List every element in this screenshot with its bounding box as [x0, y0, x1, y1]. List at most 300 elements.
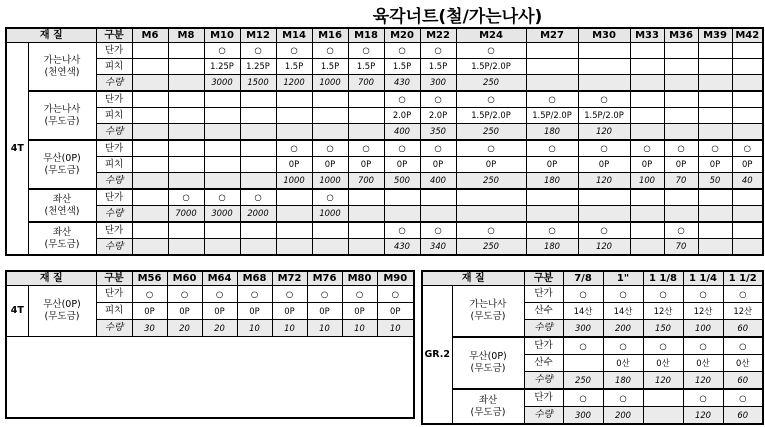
value-pitch [630, 59, 664, 75]
value-pitch [630, 108, 664, 124]
value-price [732, 189, 763, 206]
value-pitch [132, 59, 168, 75]
value-qty [664, 124, 698, 141]
value-price: ○ [168, 189, 204, 206]
value-qty [168, 124, 204, 141]
value-threads: 12산 [723, 303, 763, 320]
value-qty [240, 239, 276, 256]
value-qty [732, 124, 763, 141]
header-size: M72 [272, 271, 307, 286]
value-qty [240, 124, 276, 141]
value-price: ○ [526, 140, 578, 157]
value-price: ○ [630, 140, 664, 157]
value-qty: 20 [202, 320, 237, 337]
value-price [698, 43, 732, 59]
value-qty: 200 [603, 320, 643, 338]
table-row [6, 157, 763, 173]
row-label-qty: 수량 [524, 320, 563, 338]
table-row [6, 206, 763, 223]
value-qty: 1000 [312, 173, 348, 190]
value-price: ○ [643, 286, 683, 303]
value-price: ○ [384, 43, 420, 59]
table-row [6, 222, 763, 239]
value-qty [456, 206, 526, 223]
value-pitch: 0P [526, 157, 578, 173]
grade-label: 4T [6, 43, 28, 256]
header-size: M90 [377, 271, 414, 286]
row-label-price: 단가 [96, 286, 132, 303]
material-name-line: (천연색) [44, 205, 80, 217]
value-pitch [168, 157, 204, 173]
value-price [168, 91, 204, 108]
header-size: 1 1/4 [683, 271, 723, 286]
row-label-qty: 수량 [96, 124, 132, 141]
value-pitch [204, 108, 240, 124]
value-qty: 1200 [276, 75, 312, 92]
value-pitch: 0P [237, 303, 272, 320]
value-price [240, 91, 276, 108]
nut-spec-table-main [5, 27, 764, 256]
value-price: ○ [167, 286, 202, 303]
value-price: ○ [578, 140, 630, 157]
material-name [452, 337, 524, 389]
value-price: ○ [132, 286, 167, 303]
value-qty [168, 173, 204, 190]
value-pitch [578, 59, 630, 75]
header-size: M80 [342, 271, 377, 286]
value-qty: 180 [526, 124, 578, 141]
value-qty: 700 [348, 75, 384, 92]
value-threads: 0산 [643, 355, 683, 372]
value-pitch [526, 59, 578, 75]
value-threads [563, 355, 603, 372]
value-qty [526, 206, 578, 223]
value-price: ○ [204, 43, 240, 59]
row-label-pitch: 피치 [96, 303, 132, 320]
header-kind: 구분 [96, 271, 132, 286]
material-name [28, 189, 96, 222]
value-qty: 500 [384, 173, 420, 190]
header-size: M56 [132, 271, 167, 286]
value-price [132, 189, 168, 206]
material-name-line: (무도금) [44, 311, 80, 322]
value-qty: 70 [664, 239, 698, 256]
header-size: M68 [237, 271, 272, 286]
row-label-pitch: 피치 [96, 108, 132, 124]
value-qty: 60 [723, 407, 763, 425]
value-price: ○ [272, 286, 307, 303]
table-row [422, 389, 763, 407]
value-threads: 0산 [683, 355, 723, 372]
header-kind: 구분 [96, 28, 132, 43]
header-size: M30 [578, 28, 630, 43]
value-price: ○ [384, 91, 420, 108]
value-pitch [132, 108, 168, 124]
value-qty [630, 124, 664, 141]
value-price [348, 189, 384, 206]
value-price [132, 222, 168, 239]
value-qty [312, 239, 348, 256]
value-pitch [664, 59, 698, 75]
value-price [420, 189, 456, 206]
value-price [312, 91, 348, 108]
value-qty [664, 75, 698, 92]
value-price: ○ [420, 222, 456, 239]
header-size: M6 [132, 28, 168, 43]
material-name-line: (무도금) [44, 164, 80, 176]
header-size: M64 [202, 271, 237, 286]
value-qty: 70 [664, 173, 698, 190]
value-price [312, 222, 348, 239]
row-label-price: 단가 [524, 337, 563, 355]
value-price [698, 189, 732, 206]
table-row [6, 91, 763, 108]
table-row [6, 75, 763, 92]
value-price: ○ [578, 91, 630, 108]
value-qty: 120 [578, 124, 630, 141]
value-qty [698, 124, 732, 141]
value-qty [204, 124, 240, 141]
value-qty [240, 173, 276, 190]
value-qty: 1500 [240, 75, 276, 92]
value-pitch [698, 108, 732, 124]
value-price: ○ [240, 189, 276, 206]
value-qty: 100 [683, 320, 723, 338]
value-price [630, 222, 664, 239]
value-pitch: 1.5P [348, 59, 384, 75]
value-pitch: 0P [698, 157, 732, 173]
value-qty [526, 75, 578, 92]
value-qty: 180 [603, 372, 643, 390]
value-price: ○ [312, 140, 348, 157]
value-price: ○ [420, 91, 456, 108]
value-qty [132, 173, 168, 190]
value-pitch: 0P [167, 303, 202, 320]
value-qty [168, 75, 204, 92]
value-qty [348, 206, 384, 223]
value-qty: 200 [603, 407, 643, 425]
value-qty: 120 [683, 372, 723, 390]
material-name-line: (무도금) [470, 406, 506, 418]
value-qty [732, 239, 763, 256]
row-label-qty: 수량 [96, 173, 132, 190]
value-threads: 12산 [683, 303, 723, 320]
row-label-threads: 산수 [524, 303, 563, 320]
value-price [732, 222, 763, 239]
table-row [6, 173, 763, 190]
value-price: ○ [202, 286, 237, 303]
value-pitch: 0P [384, 157, 420, 173]
value-price [732, 91, 763, 108]
value-qty [732, 206, 763, 223]
header-size: 1" [603, 271, 643, 286]
value-qty: 400 [384, 124, 420, 141]
value-qty: 180 [526, 173, 578, 190]
value-price [168, 43, 204, 59]
value-price: ○ [563, 337, 603, 355]
value-qty [204, 239, 240, 256]
value-price: ○ [240, 43, 276, 59]
value-price: ○ [563, 286, 603, 303]
value-pitch: 1.5P/2.0P [578, 108, 630, 124]
row-label-qty: 수량 [524, 372, 563, 390]
value-price: ○ [732, 140, 763, 157]
row-label-qty: 수량 [96, 320, 132, 337]
value-pitch [132, 157, 168, 173]
value-qty: 20 [167, 320, 202, 337]
value-price: ○ [664, 140, 698, 157]
value-pitch: 0P [456, 157, 526, 173]
value-pitch: 0P [342, 303, 377, 320]
material-name-line: 가는나사 [469, 299, 507, 311]
header-size: M14 [276, 28, 312, 43]
material-name [28, 140, 96, 189]
value-pitch: 1.5P/2.0P [456, 59, 526, 75]
value-price [240, 140, 276, 157]
value-qty [204, 173, 240, 190]
value-pitch: 1.5P/2.0P [526, 108, 578, 124]
value-price [630, 91, 664, 108]
value-qty: 300 [420, 75, 456, 92]
value-qty: 250 [456, 173, 526, 190]
material-name [28, 286, 96, 337]
value-price [240, 222, 276, 239]
value-price: ○ [377, 286, 414, 303]
value-price: ○ [276, 43, 312, 59]
value-qty: 10 [342, 320, 377, 337]
material-name-line: 무산(0P) [469, 351, 507, 363]
value-qty [698, 239, 732, 256]
value-price [132, 140, 168, 157]
value-qty: 180 [526, 239, 578, 256]
value-price: ○ [204, 189, 240, 206]
material-name [28, 222, 96, 255]
material-name-line: 무산(0P) [43, 299, 81, 311]
nut-spec-table-large [5, 270, 415, 419]
value-threads: 12산 [643, 303, 683, 320]
row-label-qty: 수량 [96, 75, 132, 92]
value-price [168, 222, 204, 239]
table-row [6, 286, 414, 303]
value-qty [276, 124, 312, 141]
value-pitch: 0P [307, 303, 342, 320]
row-label-price: 단가 [524, 389, 563, 407]
value-pitch [732, 108, 763, 124]
header-size: M60 [167, 271, 202, 286]
value-price: ○ [723, 286, 763, 303]
value-qty [276, 239, 312, 256]
value-qty: 1000 [312, 206, 348, 223]
material-name-line: (무도금) [470, 363, 506, 374]
table-row [6, 59, 763, 75]
value-qty [348, 124, 384, 141]
material-name [452, 389, 524, 424]
header-size: 1 1/8 [643, 271, 683, 286]
value-qty: 2000 [240, 206, 276, 223]
table-row [6, 124, 763, 141]
value-price: ○ [237, 286, 272, 303]
value-price [732, 43, 763, 59]
value-price [276, 91, 312, 108]
row-label-qty: 수량 [524, 407, 563, 425]
row-label-price: 단가 [96, 140, 132, 157]
value-qty [664, 206, 698, 223]
value-qty [348, 239, 384, 256]
row-label-price: 단가 [524, 286, 563, 303]
value-price [664, 91, 698, 108]
value-pitch: 0P [420, 157, 456, 173]
value-pitch: 0P [202, 303, 237, 320]
header-size: M10 [204, 28, 240, 43]
table-row [422, 337, 763, 355]
header-size: M20 [384, 28, 420, 43]
value-qty: 430 [384, 239, 420, 256]
empty-row [6, 337, 414, 419]
value-pitch: 1.25P [240, 59, 276, 75]
value-qty [643, 407, 683, 425]
value-price: ○ [348, 140, 384, 157]
value-price: ○ [683, 337, 723, 355]
header-material: 재 질 [6, 28, 96, 43]
value-price [132, 43, 168, 59]
value-price: ○ [698, 140, 732, 157]
value-price: ○ [456, 43, 526, 59]
header-material: 재 질 [422, 271, 524, 286]
value-qty: 7000 [168, 206, 204, 223]
value-qty: 120 [643, 372, 683, 390]
value-qty: 120 [683, 407, 723, 425]
material-name [28, 91, 96, 140]
value-pitch: 0P [377, 303, 414, 320]
material-name-line: 좌산 [52, 226, 72, 238]
value-price: ○ [276, 140, 312, 157]
value-pitch: 2.0P [384, 108, 420, 124]
material-name [452, 286, 524, 338]
header-size: M33 [630, 28, 664, 43]
value-qty: 250 [456, 75, 526, 92]
value-qty: 1000 [312, 75, 348, 92]
material-name-line: (무도금) [470, 311, 506, 322]
value-price: ○ [312, 189, 348, 206]
header-size: M18 [348, 28, 384, 43]
value-qty [384, 206, 420, 223]
value-qty: 250 [456, 124, 526, 141]
material-name-line: 무산(0P) [43, 152, 81, 164]
value-pitch: 1.5P [420, 59, 456, 75]
value-threads: 14산 [563, 303, 603, 320]
value-qty: 100 [630, 173, 664, 190]
value-qty: 60 [723, 372, 763, 390]
value-qty [420, 206, 456, 223]
value-qty: 10 [377, 320, 414, 337]
value-qty [132, 206, 168, 223]
value-pitch: 1.5P/2.0P [456, 108, 526, 124]
value-pitch [276, 108, 312, 124]
value-qty [698, 206, 732, 223]
value-qty: 430 [384, 75, 420, 92]
header-size: M27 [526, 28, 578, 43]
row-label-price: 단가 [96, 91, 132, 108]
value-price: ○ [420, 140, 456, 157]
header-size: M8 [168, 28, 204, 43]
value-qty: 30 [132, 320, 167, 337]
value-price: ○ [723, 389, 763, 407]
value-qty [630, 206, 664, 223]
table-row [422, 286, 763, 303]
value-qty [312, 124, 348, 141]
table-row [6, 140, 763, 157]
value-qty [276, 206, 312, 223]
value-qty: 10 [272, 320, 307, 337]
value-price [664, 43, 698, 59]
value-price [204, 91, 240, 108]
material-name-line: 가는나사 [43, 54, 81, 66]
value-pitch [240, 108, 276, 124]
row-label-qty: 수량 [96, 206, 132, 223]
value-pitch: 2.0P [420, 108, 456, 124]
header-size: 1 1/2 [723, 271, 763, 286]
value-price [526, 189, 578, 206]
value-price: ○ [683, 389, 723, 407]
value-price: ○ [456, 222, 526, 239]
material-name-line: (무도금) [44, 115, 80, 127]
value-price: ○ [456, 91, 526, 108]
value-threads: 14산 [603, 303, 643, 320]
value-price: ○ [603, 337, 643, 355]
row-label-price: 단가 [96, 43, 132, 59]
value-price [698, 222, 732, 239]
material-name [28, 43, 96, 92]
value-pitch [168, 59, 204, 75]
value-pitch: 0P [732, 157, 763, 173]
value-qty: 340 [420, 239, 456, 256]
value-price [204, 222, 240, 239]
value-pitch [698, 59, 732, 75]
value-qty: 250 [456, 239, 526, 256]
value-price: ○ [526, 91, 578, 108]
value-qty: 120 [578, 239, 630, 256]
value-price: ○ [664, 222, 698, 239]
value-qty [698, 75, 732, 92]
row-label-threads: 산수 [524, 355, 563, 372]
value-price: ○ [420, 43, 456, 59]
value-pitch: 0P [272, 303, 307, 320]
value-qty: 3000 [204, 75, 240, 92]
value-qty: 150 [643, 320, 683, 338]
header-size: M76 [307, 271, 342, 286]
value-price [630, 189, 664, 206]
value-price: ○ [603, 389, 643, 407]
value-pitch: 0P [348, 157, 384, 173]
header-kind: 구분 [524, 271, 563, 286]
value-price [664, 189, 698, 206]
value-pitch: 0P [132, 303, 167, 320]
value-pitch: 0P [664, 157, 698, 173]
value-pitch: 0P [312, 157, 348, 173]
value-pitch [168, 108, 204, 124]
value-price [643, 389, 683, 407]
value-price: ○ [603, 286, 643, 303]
value-qty [132, 239, 168, 256]
value-pitch [240, 157, 276, 173]
value-pitch [204, 157, 240, 173]
material-name-line: (천연색) [44, 66, 80, 78]
value-threads: 0산 [603, 355, 643, 372]
value-qty: 40 [732, 173, 763, 190]
value-pitch: 0P [578, 157, 630, 173]
value-price: ○ [312, 43, 348, 59]
value-price: ○ [456, 140, 526, 157]
